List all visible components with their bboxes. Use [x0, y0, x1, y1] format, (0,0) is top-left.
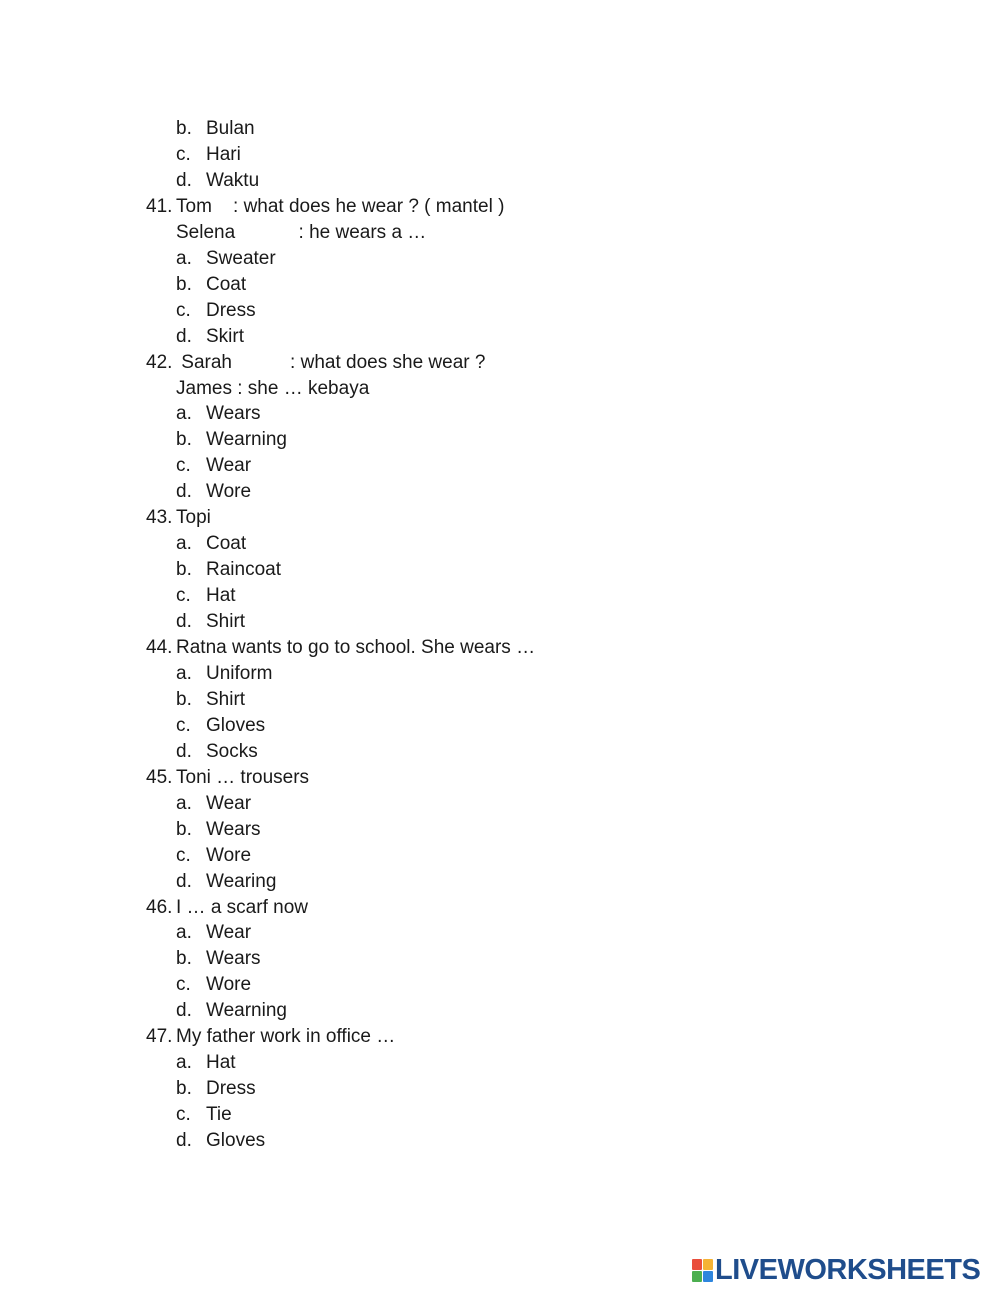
option-text: Dress — [206, 1078, 256, 1100]
option-text: Raincoat — [206, 559, 281, 581]
option-letter: d. — [176, 740, 192, 762]
option-text: Gloves — [206, 1130, 266, 1152]
option-letter: d. — [176, 481, 192, 503]
liveworksheets-logo — [692, 1254, 980, 1286]
option-letter: a. — [176, 533, 192, 555]
option-text: Wears — [206, 818, 261, 840]
option-letter: d. — [176, 1130, 192, 1152]
option-letter: c. — [176, 714, 191, 736]
option-letter: d. — [176, 870, 192, 892]
option-letter: a. — [176, 247, 192, 269]
option-letter: c. — [176, 455, 191, 477]
option-letter: b. — [176, 1078, 192, 1100]
option-text: Hat — [206, 1052, 236, 1074]
option-letter: a. — [176, 792, 192, 814]
option-text: Hat — [206, 585, 236, 607]
option-text: Dress — [206, 299, 256, 321]
question-text: Tom : what does he wear ? ( mantel ) — [176, 195, 505, 217]
option-text: Wearning — [206, 429, 287, 451]
option-text: Uniform — [206, 662, 273, 684]
option-text: Sweater — [206, 247, 276, 269]
option-letter: c. — [176, 1104, 191, 1126]
option-letter: b. — [176, 559, 192, 581]
option-letter: d. — [176, 325, 192, 347]
option-text: Shirt — [206, 688, 246, 710]
option-letter: b. — [176, 118, 192, 139]
option-text: Gloves — [206, 714, 266, 736]
option-text: Hari — [206, 143, 241, 165]
option-text: Wearing — [206, 870, 277, 892]
question-text: Sarah : what does she wear ? — [176, 351, 486, 373]
option-letter: b. — [176, 273, 192, 295]
option-text: Wear — [206, 455, 252, 477]
option-text: Bulan — [206, 118, 255, 139]
logo-text: LIVEWORKSHEETS — [715, 1253, 981, 1286]
question-number: 41. — [146, 195, 173, 217]
option-letter: a. — [176, 1052, 192, 1074]
liveworksheets-logo-icon — [692, 1259, 712, 1281]
option-text: Wear — [206, 922, 252, 944]
question-number: 45. — [146, 766, 173, 788]
question-text: My father work in office … — [176, 1026, 396, 1048]
question-text: James : she … kebaya — [176, 377, 370, 399]
option-text: Wear — [206, 792, 252, 814]
question-number: 47. — [146, 1026, 173, 1048]
option-text: Coat — [206, 273, 247, 295]
option-letter: b. — [176, 948, 192, 970]
option-text: Coat — [206, 533, 247, 555]
question-number: 42. — [146, 351, 173, 373]
option-text: Waktu — [206, 169, 260, 191]
question-text: Selena : he wears a … — [176, 221, 427, 243]
option-text: Tie — [206, 1104, 232, 1126]
option-text: Wore — [206, 844, 252, 866]
option-text: Wears — [206, 948, 261, 970]
option-text: Wears — [206, 403, 261, 425]
option-letter: b. — [176, 688, 192, 710]
question-number: 46. — [146, 896, 173, 918]
option-letter: d. — [176, 1000, 192, 1022]
question-text: Toni … trousers — [176, 766, 310, 788]
option-letter: b. — [176, 818, 192, 840]
question-number: 44. — [146, 637, 173, 658]
option-letter: c. — [176, 299, 191, 321]
option-letter: c. — [176, 585, 191, 607]
option-letter: c. — [176, 844, 191, 866]
option-letter: c. — [176, 974, 191, 996]
option-letter: a. — [176, 922, 192, 944]
option-letter: b. — [176, 429, 192, 451]
question-number: 43. — [146, 507, 173, 529]
question-text: I … a scarf now — [176, 896, 308, 918]
option-text: Skirt — [206, 325, 244, 347]
option-letter: a. — [176, 662, 192, 684]
question-text: Ratna wants to go to school. She wears … — [176, 637, 536, 658]
question-text: Topi — [176, 507, 211, 529]
option-letter: a. — [176, 403, 192, 425]
option-letter: d. — [176, 611, 192, 633]
option-text: Wore — [206, 974, 252, 996]
option-letter: d. — [176, 169, 192, 191]
option-text: Socks — [206, 740, 258, 762]
option-text: Wearning — [206, 1000, 287, 1022]
option-letter: c. — [176, 143, 191, 165]
option-text: Wore — [206, 481, 252, 503]
option-text: Shirt — [206, 611, 246, 633]
